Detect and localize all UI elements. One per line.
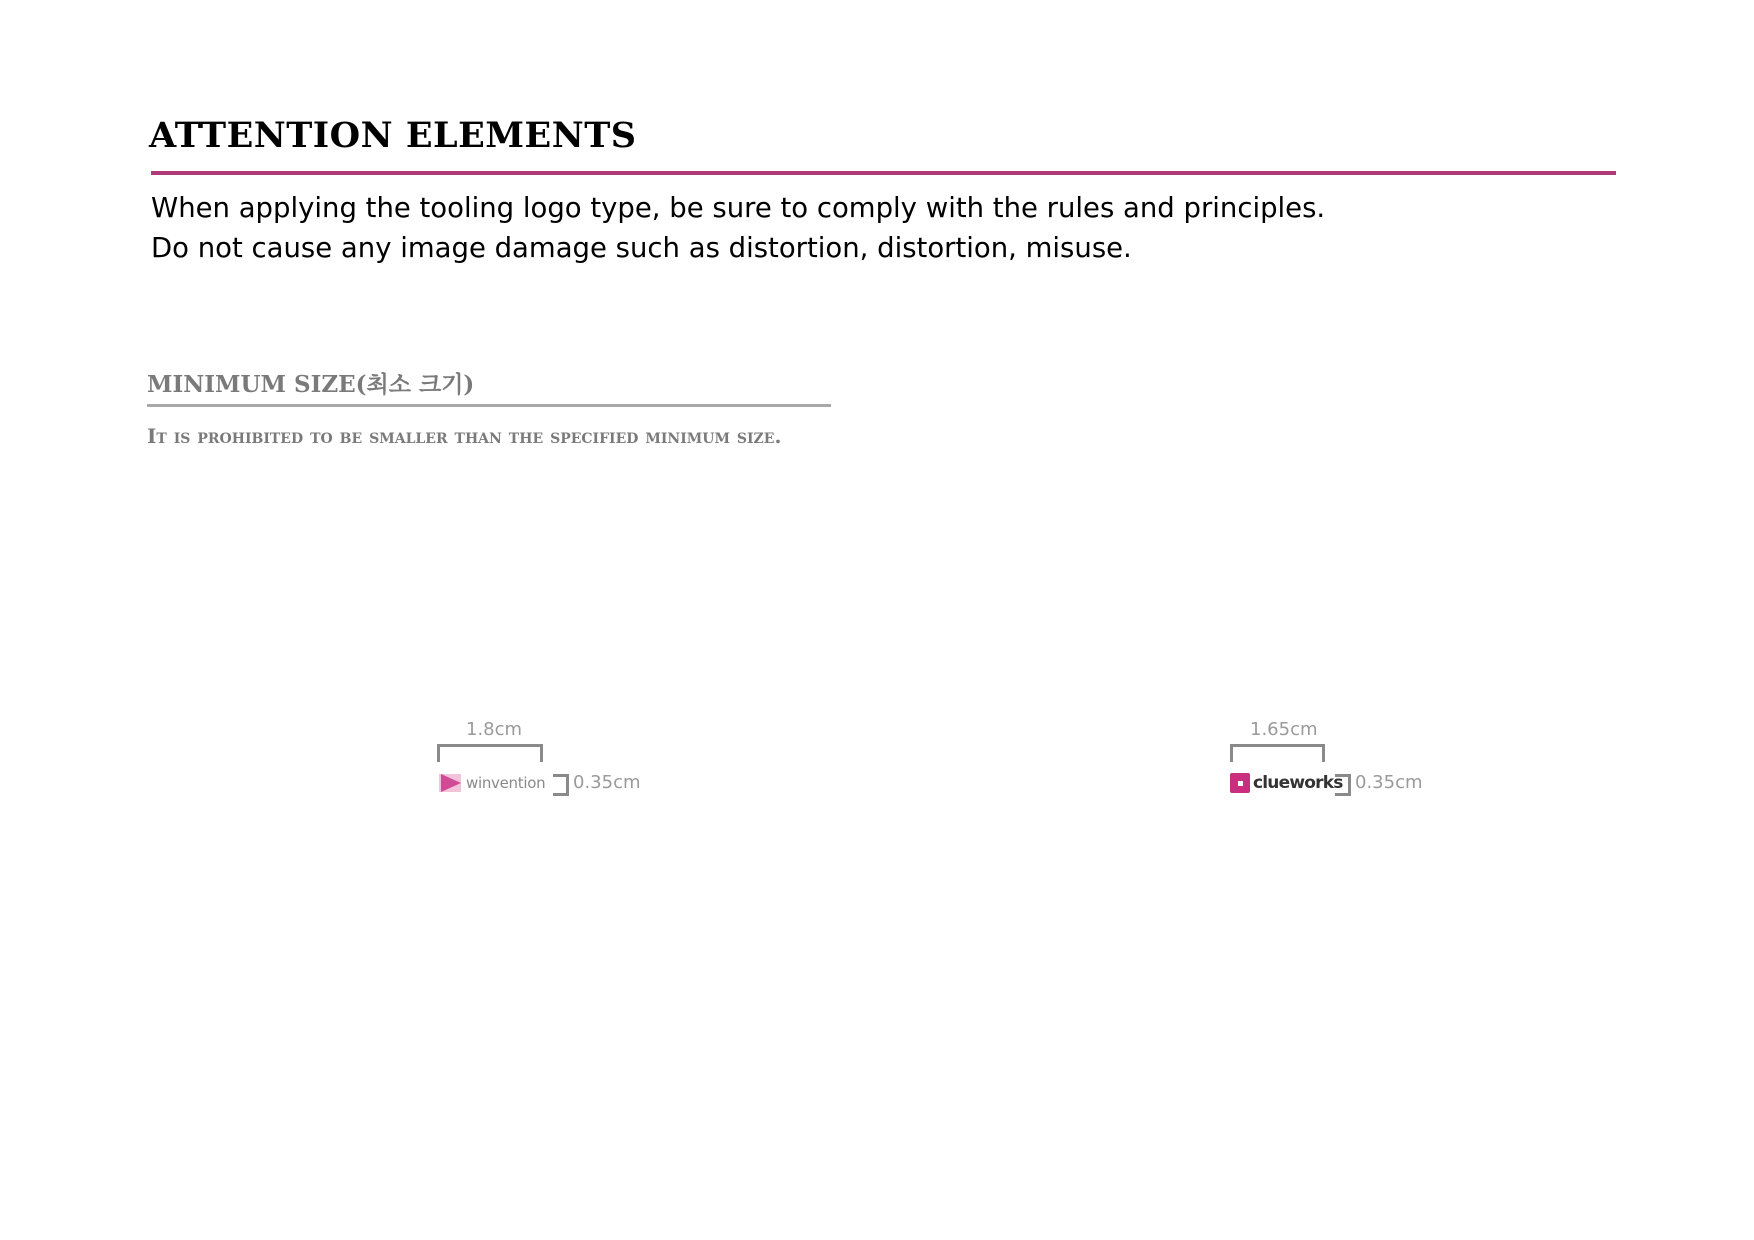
logo-1-wordmark: winvention (466, 774, 546, 792)
logo-2-width-label: 1.65cm (1250, 719, 1318, 740)
section-title: MINIMUM SIZE(최소 크기) (147, 371, 475, 398)
logo-2 (1230, 773, 1343, 793)
play-triangle-icon (439, 773, 463, 793)
intro-line-1: When applying the tooling logo type, be sure to comply with the rules and principles. (151, 192, 1326, 224)
logo-2-height-bracket (1335, 774, 1351, 796)
logo-1-width-bracket (437, 744, 543, 762)
logo-1-height-bracket (553, 774, 569, 796)
logo-1-width-label: 1.8cm (466, 719, 523, 740)
logo-2-wordmark: clueworks (1253, 773, 1343, 793)
intro-line-2: Do not cause any image damage such as distortion, distortion, misuse. (151, 232, 1132, 264)
logo-2-height-label: 0.35cm (1355, 772, 1423, 793)
logo-1-height-label: 0.35cm (573, 772, 641, 793)
logo-2-width-bracket (1230, 744, 1325, 762)
logo-1 (439, 773, 545, 793)
square-dot-icon (1230, 773, 1250, 793)
section-note: It is prohibited to be smaller than the specified minimum size. (147, 424, 782, 448)
page-title: ATTENTION ELEMENTS (149, 115, 637, 156)
section-divider (147, 404, 831, 407)
intro-text (151, 188, 1325, 268)
title-divider (151, 171, 1616, 175)
